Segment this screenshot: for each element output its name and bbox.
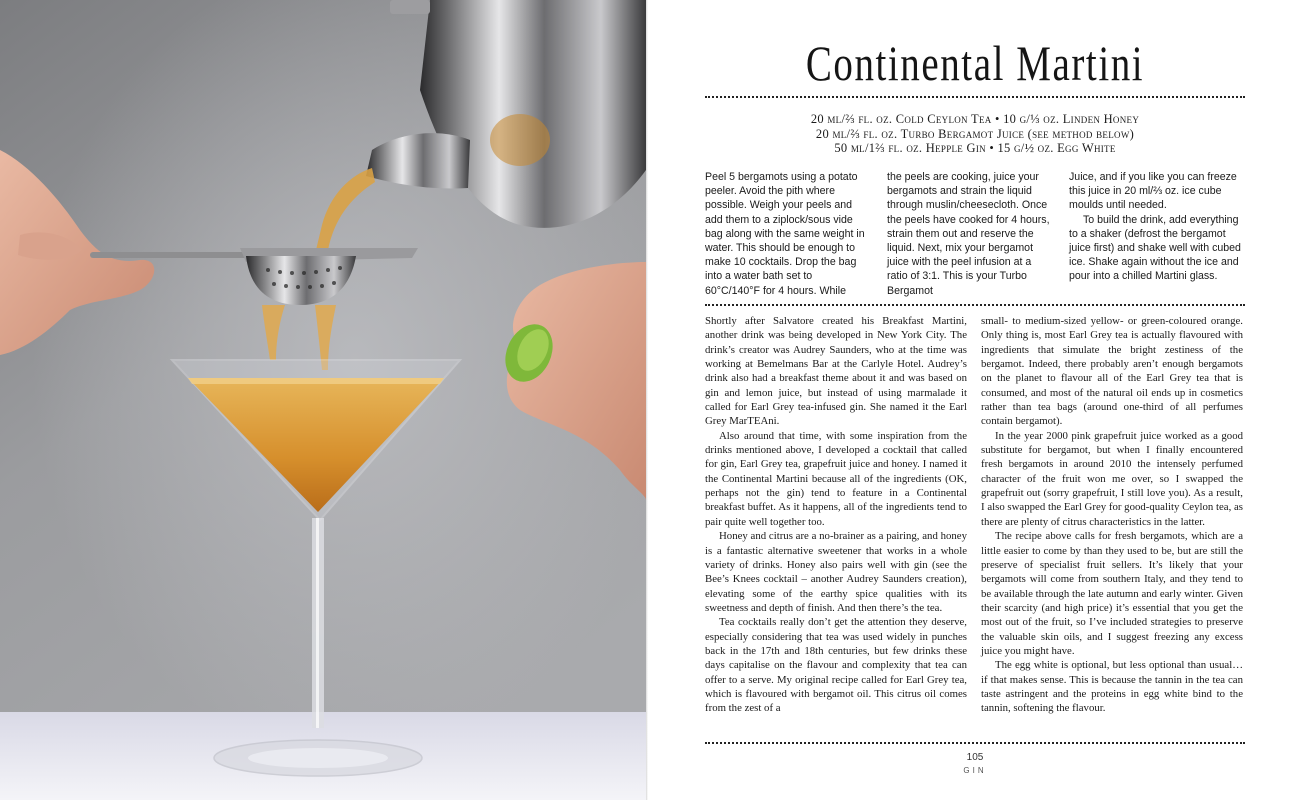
recipe-page: [705, 0, 1245, 800]
method-paragraph: To build the drink, add everything to a shaker (defrost the bergamot juice first) and shake well with cubed ice. Shake again without the ice and pour into a chilled Martini glass.: [1069, 213, 1241, 283]
recipe-title: Continental Martini: [805, 35, 1145, 91]
essay-section: [705, 314, 1245, 739]
ingredient-list: [705, 112, 1245, 156]
cocktail-illustration: [0, 0, 646, 800]
method-paragraph: Peel 5 bergamots using a potato peeler. Avoid the pith where possible. Weigh your peels and add them to a ziplock/sous vide bag along with the same weight in water. This should be enough to make 10 cocktails. Drop the bag into a water bath set to 60°C/140°F for 4 hours. While: [705, 171, 865, 297]
method-column-2: [887, 170, 1050, 298]
ingredient-line: 50 ml/1⅔ fl. oz. Hepple Gin • 15 g/½ oz. Egg White: [834, 141, 1116, 156]
cocktail-photo: [0, 0, 646, 800]
section-label: GIN: [963, 766, 987, 775]
essay-paragraph: The recipe above calls for fresh bergamots, which are a little easier to come by than they used to be, but are still the preserve of specialist fruit sellers. It’s likely that your bergamots will come from southern Italy, and they tend to be available through the late autumn and early winter. Given their scarcity (and high price) it’s essential that you get the most out of the fruit, so I’ve included strategies to preserve the valuable skin oils, and I suggest freezing any excess juice you might have.: [981, 530, 1243, 657]
method-column-3: [1069, 170, 1241, 284]
dotted-divider: [705, 96, 1245, 98]
method-paragraph: the peels are cooking, juice your bergamots and strain the liquid through muslin/cheesecloth. Once the peels have cooked for 4 hours, strain them out and reserve the liquid. Next, mix your bergamot juice with the peel infusion at a ratio of 3:1. This is your Turbo Bergamot: [887, 171, 1050, 297]
essay-paragraph: small- to medium-sized yellow- or green-coloured orange. Only thing is, most Earl Grey tea is actually flavoured with ingredients that simulate the bright zestiness of the bergamot. Indeed, there probably aren’t enough bergamots on the planet to flavour all of the Earl Grey tea that is consumed, and most of the natural oil ends up in cosmetics rather than tea bags (around one-third of all perfumes contain bergamot).: [981, 315, 1243, 428]
page-gutter: [646, 0, 648, 800]
page-number: 105: [966, 752, 984, 763]
essay-paragraph: Also around that time, with some inspiration from the drinks mentioned above, I developed a cocktail that called for gin, Earl Grey tea, grapefruit juice and honey. I named it the Continental Martini because all of the ingredients (OK, perhaps not the gin) tend to feature in a Continental breakfast buffet. As it happens, all of the ingredients tend to pair quite well together too.: [705, 429, 967, 528]
essay-column-1: [705, 314, 967, 716]
dotted-divider: [705, 304, 1245, 306]
ingredient-line: 20 ml/⅔ fl. oz. Cold Ceylon Tea • 10 g/⅓ oz. Linden Honey: [810, 112, 1140, 126]
essay-paragraph: Tea cocktails really don’t get the attention they deserve, especially considering that tea was used widely in punches back in the 17th and 18th centuries, but few drinks these days capitalise on the flavour and complexity that tea can offer to a serve. My original recipe called for Earl Grey tea, which is flavoured with bergamot oil. This citrus oil comes from the zest of a: [705, 616, 967, 715]
essay-paragraph: In the year 2000 pink grapefruit juice worked as a good substitute for bergamot, but when I finally encountered fresh bergamots in around 2010 the intensely perfumed character of the fruit won me over, so I swapped the grapefruit out (sorry grapefruit, I still love you). As a result, I also swapped the Earl Grey for good-quality Ceylon tea, as there are plenty of citrus characteristics in the latter.: [981, 429, 1243, 528]
method-column-1: [705, 170, 868, 298]
essay-paragraph: The egg white is optional, but less optional than usual… if that makes sense. This is because the tannin in the tea can taste astringent and the proteins in egg white bind to the tannin, softening the flavour.: [981, 659, 1243, 715]
essay-paragraph: Honey and citrus are a no-brainer as a pairing, and honey is a fantastic alternative sweetener that works in a whole variety of drinks. Honey also pairs well with gin (see the Bee’s Knees cocktail – another Audrey Saunders creation), elevating some of the earthy spice qualities with its sweetness and depth of finish. And then there’s the tea.: [705, 530, 967, 614]
dotted-divider: [705, 742, 1245, 744]
essay-column-2: [981, 314, 1243, 716]
method-paragraph: Juice, and if you like you can freeze this juice in 20 ml/⅔ oz. ice cube moulds until needed.: [1069, 171, 1237, 212]
ingredient-line: 20 ml/⅔ fl. oz. Turbo Bergamot Juice (see method below): [815, 126, 1135, 141]
essay-paragraph: Shortly after Salvatore created his Breakfast Martini, another drink was being developed in New York City. The drink’s creator was Audrey Saunders, who at the time was working at Bemelmans Bar at the Carlyle Hotel. Audrey’s drink also had a breakfast theme about it and was based on gin and lemon juice, but instead of using marmalade it called for Earl Grey tea-infused gin. She named it the Earl Grey MarTEAni.: [705, 315, 967, 428]
method-section: [705, 170, 1245, 295]
